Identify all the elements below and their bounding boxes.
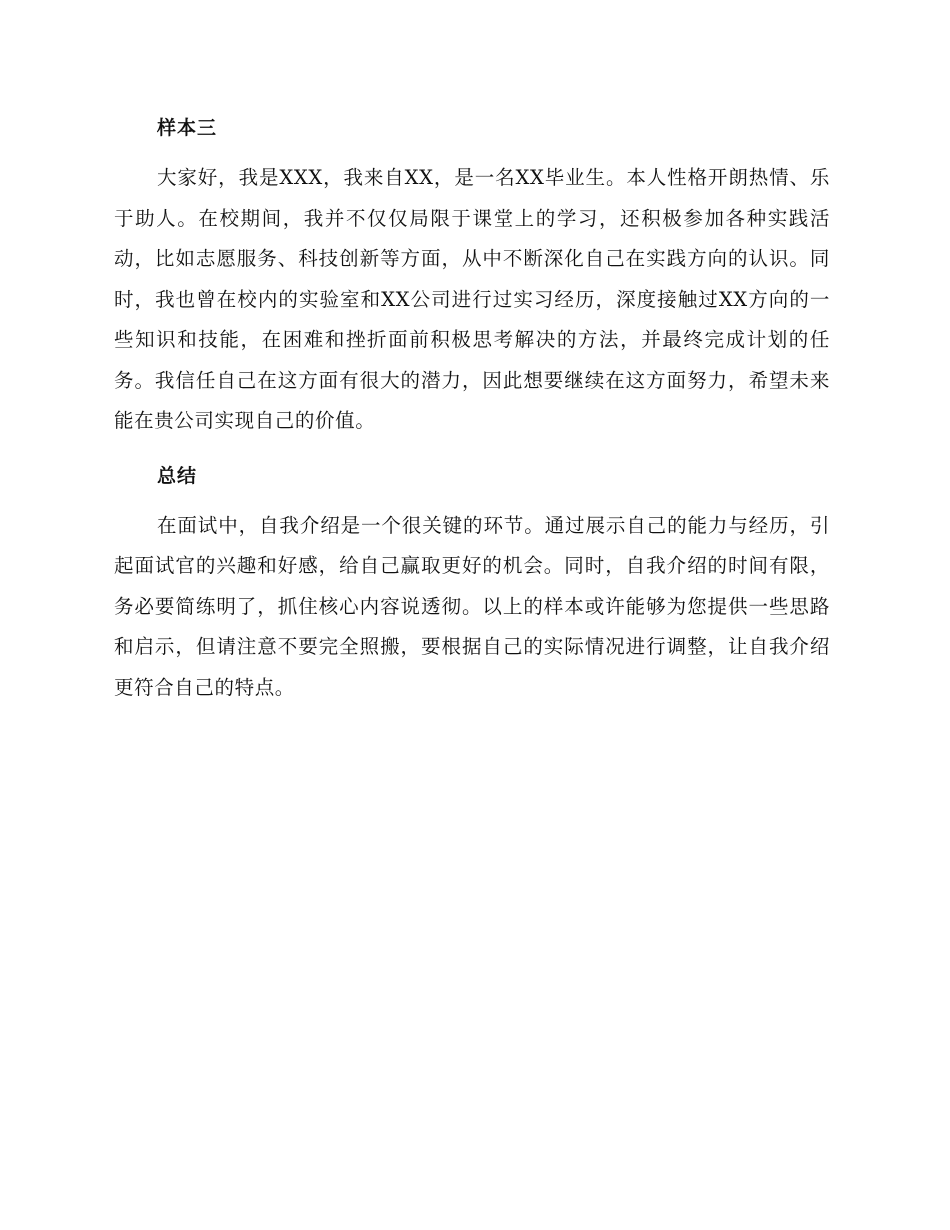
section-heading-sample-three: 样本三 [157, 117, 218, 139]
section-paragraph-sample-three: 大家好，我是XXX，我来自XX，是一名XX毕业生。本人性格开朗热情、乐于助人。在校期间，我并不仅仅局限于课堂上的学习，还积极参加各种实践活动，比如志愿服务、科技创新等方面，从中不断深化自己在实践方向的认识。同时，我也曾在校内的实验室和XX公司进行过实习经历，深度接触过XX方向的一些知识和技能，在困难和挫折面前积极思考解决的方法，并最终完成计划的任务。我信任自己在这方面有很大的潜力，因此想要继续在这方面努力，希望未来能在贵公司实现自己的价值。 [114, 166, 830, 432]
section-paragraph-summary: 在面试中，自我介绍是一个很关键的环节。通过展示自己的能力与经历，引起面试官的兴趣和好感，给自己赢取更好的机会。同时，自我介绍的时间有限，务必要简练明了，抓住核心内容说透彻。以上的样本或许能够为您提供一些思路和启示，但请注意不要完全照搬，要根据自己的实际情况进行调整，让自我介绍更符合自己的特点。 [114, 513, 830, 699]
section-heading-summary: 总结 [157, 464, 198, 487]
document-body [114, 108, 830, 722]
